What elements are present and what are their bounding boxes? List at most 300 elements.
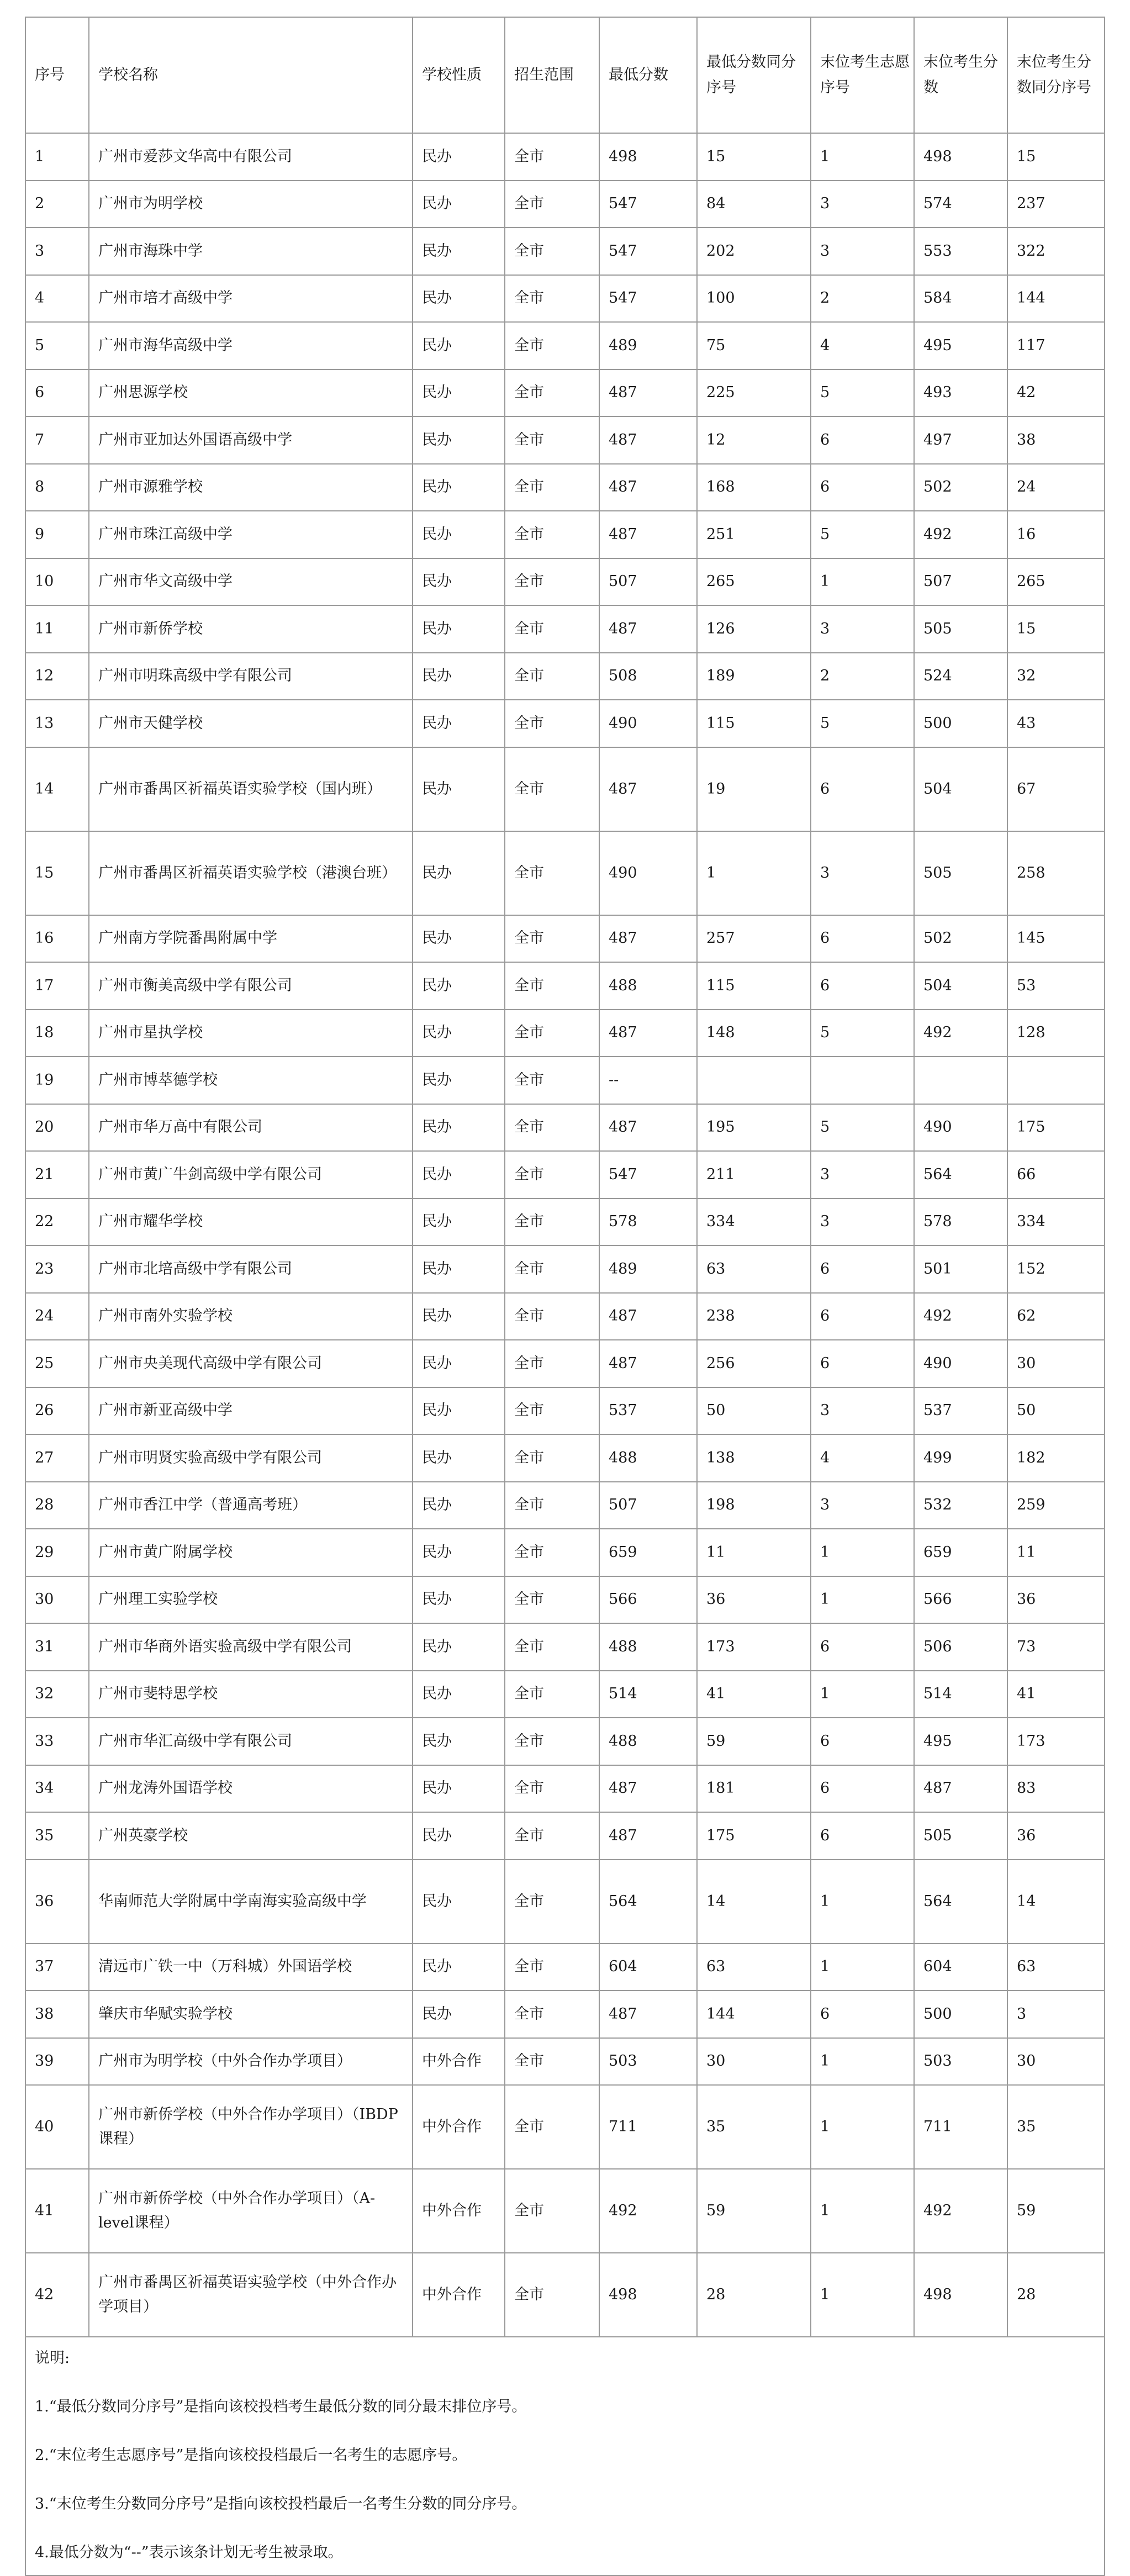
cell-last-choice-order: 1	[811, 133, 914, 181]
table-row	[25, 1671, 1105, 1718]
cell-index: 4	[25, 275, 89, 323]
cell-last-score-tie-rank: 259	[1007, 1482, 1105, 1529]
cell-school-name: 广州市明贤实验高级中学有限公司	[89, 1434, 413, 1482]
table-row	[25, 2038, 1105, 2086]
cell-min-score-tie-rank: 59	[697, 1718, 811, 1765]
cell-last-score: 501	[914, 1245, 1007, 1293]
cell-last-score: 502	[914, 915, 1007, 963]
cell-school-name: 广州市南外实验学校	[89, 1293, 413, 1340]
cell-last-score: 500	[914, 1991, 1007, 2038]
cell-enrollment-scope: 全市	[505, 915, 599, 963]
cell-school-type: 民办	[413, 915, 505, 963]
cell-min-score-tie-rank: 50	[697, 1387, 811, 1435]
cell-min-score-tie-rank: 181	[697, 1765, 811, 1813]
cell-min-score: 492	[599, 2169, 697, 2253]
cell-min-score: 490	[599, 700, 697, 747]
cell-school-type: 中外合作	[413, 2253, 505, 2337]
table-row	[25, 1245, 1105, 1293]
cell-index: 22	[25, 1199, 89, 1246]
cell-min-score: 487	[599, 1293, 697, 1340]
cell-school-name: 广州英豪学校	[89, 1812, 413, 1860]
cell-last-choice-order: 6	[811, 1245, 914, 1293]
cell-last-choice-order: 1	[811, 1944, 914, 1991]
cell-enrollment-scope: 全市	[505, 511, 599, 558]
cell-enrollment-scope: 全市	[505, 747, 599, 831]
cell-last-score-tie-rank: 36	[1007, 1812, 1105, 1860]
cell-last-score-tie-rank: 32	[1007, 653, 1105, 700]
cell-school-type: 民办	[413, 1529, 505, 1576]
cell-school-name: 清远市广铁一中（万科城）外国语学校	[89, 1944, 413, 1991]
cell-last-score-tie-rank: 173	[1007, 1718, 1105, 1765]
cell-last-score-tie-rank: 53	[1007, 962, 1105, 1010]
cell-min-score: 547	[599, 1151, 697, 1199]
cell-enrollment-scope: 全市	[505, 1340, 599, 1387]
cell-school-name: 广州市新侨学校（中外合作办学项目）（IBDP课程）	[89, 2085, 413, 2169]
cell-enrollment-scope: 全市	[505, 1623, 599, 1671]
cell-last-score-tie-rank: 83	[1007, 1765, 1105, 1813]
cell-last-score: 499	[914, 1434, 1007, 1482]
cell-enrollment-scope: 全市	[505, 1860, 599, 1944]
cell-last-score: 514	[914, 1671, 1007, 1718]
cell-school-type: 民办	[413, 322, 505, 369]
cell-last-choice-order: 1	[811, 2085, 914, 2169]
cell-school-type: 中外合作	[413, 2085, 505, 2169]
cell-last-choice-order: 5	[811, 369, 914, 417]
cell-school-name: 广州市新侨学校（中外合作办学项目）（A-level课程）	[89, 2169, 413, 2253]
cell-last-choice-order: 6	[811, 1293, 914, 1340]
table-row	[25, 511, 1105, 558]
cell-index: 42	[25, 2253, 89, 2337]
cell-last-score: 507	[914, 558, 1007, 606]
cell-min-score: 487	[599, 915, 697, 963]
cell-last-score: 504	[914, 962, 1007, 1010]
cell-index: 12	[25, 653, 89, 700]
cell-min-score: 487	[599, 1991, 697, 2038]
cell-last-score-tie-rank: 30	[1007, 2038, 1105, 2086]
cell-last-score: 553	[914, 228, 1007, 275]
table-row	[25, 1151, 1105, 1199]
cell-last-score-tie-rank: 15	[1007, 605, 1105, 653]
cell-last-choice-order: 5	[811, 700, 914, 747]
cell-min-score: 503	[599, 2038, 697, 2086]
header-cell-last-score-tie-rank: 末位考生分数同分序号	[1007, 17, 1105, 133]
cell-school-name: 广州市番禺区祈福英语实验学校（港澳台班）	[89, 831, 413, 915]
cell-last-choice-order: 6	[811, 1718, 914, 1765]
cell-index: 33	[25, 1718, 89, 1765]
note-item: 1.“最低分数同分序号”是指向该校投档考生最低分数的同分最末排位序号。	[35, 2398, 527, 2415]
cell-last-choice-order: 1	[811, 1671, 914, 1718]
cell-last-score-tie-rank: 16	[1007, 511, 1105, 558]
cell-school-type: 民办	[413, 1245, 505, 1293]
cell-last-choice-order: 1	[811, 2169, 914, 2253]
cell-min-score: 487	[599, 1340, 697, 1387]
cell-school-type: 民办	[413, 464, 505, 511]
cell-last-score: 493	[914, 369, 1007, 417]
cell-min-score: 507	[599, 558, 697, 606]
cell-last-choice-order: 4	[811, 322, 914, 369]
cell-school-name: 广州市天健学校	[89, 700, 413, 747]
cell-enrollment-scope: 全市	[505, 322, 599, 369]
cell-min-score-tie-rank: 195	[697, 1104, 811, 1152]
cell-min-score-tie-rank: 211	[697, 1151, 811, 1199]
cell-min-score-tie-rank: 63	[697, 1245, 811, 1293]
cell-index: 36	[25, 1860, 89, 1944]
cell-min-score: 547	[599, 275, 697, 323]
cell-school-name: 广州市明珠高级中学有限公司	[89, 653, 413, 700]
cell-last-choice-order: 1	[811, 1860, 914, 1944]
table-body	[25, 133, 1105, 2337]
cell-last-score-tie-rank: 152	[1007, 1245, 1105, 1293]
cell-last-choice-order: 6	[811, 1812, 914, 1860]
cell-enrollment-scope: 全市	[505, 133, 599, 181]
cell-min-score: 547	[599, 181, 697, 228]
table-row	[25, 700, 1105, 747]
cell-enrollment-scope: 全市	[505, 1991, 599, 2038]
cell-index: 38	[25, 1991, 89, 2038]
cell-last-score-tie-rank: 144	[1007, 275, 1105, 323]
notes-heading: 说明:	[35, 2350, 70, 2367]
cell-last-score-tie-rank: 237	[1007, 181, 1105, 228]
cell-school-type: 民办	[413, 605, 505, 653]
cell-last-choice-order: 3	[811, 831, 914, 915]
cell-school-name: 广州市华文高级中学	[89, 558, 413, 606]
cell-school-name: 广州市香江中学（普通高考班）	[89, 1482, 413, 1529]
cell-last-score-tie-rank: 15	[1007, 133, 1105, 181]
cell-index: 29	[25, 1529, 89, 1576]
cell-last-score: 487	[914, 1765, 1007, 1813]
cell-school-type: 民办	[413, 558, 505, 606]
table-row	[25, 1057, 1105, 1104]
table-row	[25, 558, 1105, 606]
cell-enrollment-scope: 全市	[505, 1151, 599, 1199]
cell-enrollment-scope: 全市	[505, 464, 599, 511]
cell-min-score: 604	[599, 1944, 697, 1991]
cell-last-score-tie-rank: 62	[1007, 1293, 1105, 1340]
cell-last-choice-order: 6	[811, 1765, 914, 1813]
table-row	[25, 1812, 1105, 1860]
cell-index: 25	[25, 1340, 89, 1387]
cell-last-score-tie-rank: 175	[1007, 1104, 1105, 1152]
cell-min-score: 490	[599, 831, 697, 915]
cell-index: 15	[25, 831, 89, 915]
cell-school-type: 民办	[413, 1991, 505, 2038]
cell-min-score: 537	[599, 1387, 697, 1435]
cell-last-score: 532	[914, 1482, 1007, 1529]
cell-index: 18	[25, 1010, 89, 1057]
cell-last-score: 505	[914, 831, 1007, 915]
cell-school-type: 民办	[413, 1387, 505, 1435]
cell-school-type: 中外合作	[413, 2038, 505, 2086]
cell-last-score-tie-rank: 66	[1007, 1151, 1105, 1199]
cell-last-score: 659	[914, 1529, 1007, 1576]
cell-last-choice-order: 3	[811, 1387, 914, 1435]
admission-table	[25, 17, 1105, 2576]
cell-index: 2	[25, 181, 89, 228]
cell-last-score: 497	[914, 416, 1007, 464]
cell-min-score: 489	[599, 322, 697, 369]
cell-school-name: 广州市新亚高级中学	[89, 1387, 413, 1435]
table-row	[25, 915, 1105, 963]
cell-last-choice-order: 3	[811, 228, 914, 275]
cell-enrollment-scope: 全市	[505, 1718, 599, 1765]
cell-last-choice-order: 3	[811, 181, 914, 228]
cell-enrollment-scope: 全市	[505, 2253, 599, 2337]
cell-school-name: 广州市星执学校	[89, 1010, 413, 1057]
cell-min-score: 578	[599, 1199, 697, 1246]
cell-last-score: 537	[914, 1387, 1007, 1435]
cell-school-name: 广州市海华高级中学	[89, 322, 413, 369]
cell-enrollment-scope: 全市	[505, 2085, 599, 2169]
cell-school-name: 广州市黄广附属学校	[89, 1529, 413, 1576]
cell-last-choice-order: 1	[811, 1529, 914, 1576]
table-row	[25, 133, 1105, 181]
cell-index: 35	[25, 1812, 89, 1860]
header-cell-last-score: 末位考生分数	[914, 17, 1007, 133]
cell-last-score: 524	[914, 653, 1007, 700]
table-row	[25, 2169, 1105, 2253]
cell-min-score: 498	[599, 2253, 697, 2337]
note-item: 4.最低分数为“--”表示该条计划无考生被录取。	[35, 2544, 343, 2561]
cell-min-score: 487	[599, 747, 697, 831]
cell-last-choice-order: 3	[811, 1199, 914, 1246]
cell-index: 6	[25, 369, 89, 417]
cell-school-name: 广州市源雅学校	[89, 464, 413, 511]
cell-min-score: 514	[599, 1671, 697, 1718]
admission-table-wrapper	[25, 17, 1104, 2576]
cell-school-type: 民办	[413, 416, 505, 464]
cell-index: 7	[25, 416, 89, 464]
cell-school-type: 民办	[413, 962, 505, 1010]
cell-min-score-tie-rank: 63	[697, 1944, 811, 1991]
table-row	[25, 1576, 1105, 1624]
cell-min-score-tie-rank: 256	[697, 1340, 811, 1387]
cell-last-choice-order: 6	[811, 747, 914, 831]
cell-school-type: 民办	[413, 1718, 505, 1765]
cell-min-score: 487	[599, 511, 697, 558]
cell-enrollment-scope: 全市	[505, 1671, 599, 1718]
cell-enrollment-scope: 全市	[505, 1104, 599, 1152]
cell-min-score: 488	[599, 1623, 697, 1671]
cell-min-score-tie-rank: 28	[697, 2253, 811, 2337]
cell-index: 24	[25, 1293, 89, 1340]
cell-school-name: 华南师范大学附属中学南海实验高级中学	[89, 1860, 413, 1944]
cell-school-type: 民办	[413, 1623, 505, 1671]
cell-last-score-tie-rank: 128	[1007, 1010, 1105, 1057]
cell-enrollment-scope: 全市	[505, 1293, 599, 1340]
cell-index: 5	[25, 322, 89, 369]
header-row	[25, 17, 1105, 133]
cell-school-name: 广州市耀华学校	[89, 1199, 413, 1246]
cell-min-score-tie-rank: 30	[697, 2038, 811, 2086]
cell-last-choice-order	[811, 1057, 914, 1104]
cell-min-score-tie-rank: 1	[697, 831, 811, 915]
cell-school-type: 民办	[413, 653, 505, 700]
cell-last-score: 492	[914, 2169, 1007, 2253]
cell-min-score-tie-rank: 225	[697, 369, 811, 417]
cell-school-type: 民办	[413, 1104, 505, 1152]
cell-last-score-tie-rank	[1007, 1057, 1105, 1104]
table-row	[25, 1199, 1105, 1246]
cell-index: 8	[25, 464, 89, 511]
cell-school-name: 广州市海珠中学	[89, 228, 413, 275]
cell-school-type: 民办	[413, 228, 505, 275]
cell-min-score-tie-rank: 75	[697, 322, 811, 369]
cell-last-choice-order: 5	[811, 511, 914, 558]
header-cell-index: 序号	[25, 17, 89, 133]
cell-school-name: 广州市亚加达外国语高级中学	[89, 416, 413, 464]
cell-index: 26	[25, 1387, 89, 1435]
cell-min-score-tie-rank: 168	[697, 464, 811, 511]
cell-last-score: 604	[914, 1944, 1007, 1991]
cell-index: 34	[25, 1765, 89, 1813]
cell-min-score-tie-rank: 202	[697, 228, 811, 275]
cell-min-score-tie-rank: 138	[697, 1434, 811, 1482]
cell-last-score: 498	[914, 133, 1007, 181]
cell-min-score-tie-rank: 175	[697, 1812, 811, 1860]
cell-last-score-tie-rank: 265	[1007, 558, 1105, 606]
cell-school-type: 民办	[413, 511, 505, 558]
table-row	[25, 322, 1105, 369]
cell-school-type: 民办	[413, 1944, 505, 1991]
notes-cell	[25, 2337, 1105, 2575]
cell-last-score: 711	[914, 2085, 1007, 2169]
cell-last-score-tie-rank: 14	[1007, 1860, 1105, 1944]
cell-last-score-tie-rank: 24	[1007, 464, 1105, 511]
table-row	[25, 653, 1105, 700]
cell-last-score: 506	[914, 1623, 1007, 1671]
cell-school-name: 广州南方学院番禺附属中学	[89, 915, 413, 963]
cell-school-type: 民办	[413, 1482, 505, 1529]
cell-school-name: 广州市华万高中有限公司	[89, 1104, 413, 1152]
table-row	[25, 1293, 1105, 1340]
cell-index: 11	[25, 605, 89, 653]
cell-last-score: 490	[914, 1104, 1007, 1152]
cell-school-type: 民办	[413, 1812, 505, 1860]
cell-index: 30	[25, 1576, 89, 1624]
cell-last-score: 505	[914, 1812, 1007, 1860]
header-cell-min-score: 最低分数	[599, 17, 697, 133]
cell-last-score-tie-rank: 50	[1007, 1387, 1105, 1435]
cell-enrollment-scope: 全市	[505, 1245, 599, 1293]
cell-index: 14	[25, 747, 89, 831]
cell-school-name: 广州市黄广牛剑高级中学有限公司	[89, 1151, 413, 1199]
cell-index: 20	[25, 1104, 89, 1152]
cell-school-type: 民办	[413, 700, 505, 747]
cell-last-score-tie-rank: 117	[1007, 322, 1105, 369]
table-row	[25, 181, 1105, 228]
cell-school-name: 广州市华商外语实验高级中学有限公司	[89, 1623, 413, 1671]
table-row	[25, 228, 1105, 275]
cell-index: 23	[25, 1245, 89, 1293]
cell-enrollment-scope: 全市	[505, 1576, 599, 1624]
cell-enrollment-scope: 全市	[505, 700, 599, 747]
cell-min-score-tie-rank: 100	[697, 275, 811, 323]
cell-school-type: 民办	[413, 1434, 505, 1482]
cell-last-choice-order: 2	[811, 275, 914, 323]
cell-min-score: 487	[599, 1812, 697, 1860]
table-row	[25, 416, 1105, 464]
cell-min-score: 487	[599, 605, 697, 653]
cell-last-choice-order: 1	[811, 2253, 914, 2337]
cell-index: 9	[25, 511, 89, 558]
cell-enrollment-scope: 全市	[505, 369, 599, 417]
cell-index: 13	[25, 700, 89, 747]
cell-last-score-tie-rank: 59	[1007, 2169, 1105, 2253]
cell-last-choice-order: 6	[811, 915, 914, 963]
cell-last-score: 492	[914, 1293, 1007, 1340]
cell-last-score-tie-rank: 38	[1007, 416, 1105, 464]
cell-school-type: 民办	[413, 1010, 505, 1057]
table-row	[25, 1340, 1105, 1387]
cell-last-score-tie-rank: 145	[1007, 915, 1105, 963]
header-cell-enrollment-scope: 招生范围	[505, 17, 599, 133]
cell-school-name: 广州思源学校	[89, 369, 413, 417]
table-row	[25, 1623, 1105, 1671]
cell-last-score	[914, 1057, 1007, 1104]
cell-last-score-tie-rank: 322	[1007, 228, 1105, 275]
cell-enrollment-scope: 全市	[505, 653, 599, 700]
cell-min-score: 489	[599, 1245, 697, 1293]
table-row	[25, 1387, 1105, 1435]
cell-last-choice-order: 6	[811, 1340, 914, 1387]
cell-school-type: 民办	[413, 181, 505, 228]
cell-min-score-tie-rank: 41	[697, 1671, 811, 1718]
cell-school-name: 广州市北培高级中学有限公司	[89, 1245, 413, 1293]
table-row	[25, 275, 1105, 323]
cell-index: 21	[25, 1151, 89, 1199]
table-row	[25, 2085, 1105, 2169]
cell-last-choice-order: 1	[811, 1576, 914, 1624]
cell-school-type: 民办	[413, 369, 505, 417]
table-row	[25, 1718, 1105, 1765]
cell-school-name: 广州理工实验学校	[89, 1576, 413, 1624]
cell-last-choice-order: 1	[811, 2038, 914, 2086]
cell-last-score-tie-rank: 11	[1007, 1529, 1105, 1576]
cell-min-score-tie-rank: 115	[697, 700, 811, 747]
cell-index: 28	[25, 1482, 89, 1529]
cell-school-type: 民办	[413, 1293, 505, 1340]
cell-index: 32	[25, 1671, 89, 1718]
cell-index: 40	[25, 2085, 89, 2169]
cell-school-type: 民办	[413, 1199, 505, 1246]
cell-index: 41	[25, 2169, 89, 2253]
cell-enrollment-scope: 全市	[505, 2169, 599, 2253]
cell-min-score: 566	[599, 1576, 697, 1624]
cell-school-name: 广州市斐特思学校	[89, 1671, 413, 1718]
cell-last-score-tie-rank: 3	[1007, 1991, 1105, 2038]
cell-min-score-tie-rank: 36	[697, 1576, 811, 1624]
cell-school-name: 广州龙涛外国语学校	[89, 1765, 413, 1813]
cell-min-score-tie-rank: 148	[697, 1010, 811, 1057]
cell-last-score: 492	[914, 511, 1007, 558]
cell-school-type: 民办	[413, 1860, 505, 1944]
cell-enrollment-scope: 全市	[505, 2038, 599, 2086]
table-row	[25, 962, 1105, 1010]
cell-index: 3	[25, 228, 89, 275]
table-row	[25, 464, 1105, 511]
cell-min-score: 659	[599, 1529, 697, 1576]
cell-last-score: 500	[914, 700, 1007, 747]
cell-last-score: 505	[914, 605, 1007, 653]
cell-min-score: 487	[599, 416, 697, 464]
cell-min-score-tie-rank: 198	[697, 1482, 811, 1529]
cell-enrollment-scope: 全市	[505, 1765, 599, 1813]
cell-last-score: 498	[914, 2253, 1007, 2337]
cell-school-type: 民办	[413, 133, 505, 181]
cell-last-score-tie-rank: 42	[1007, 369, 1105, 417]
cell-min-score: 488	[599, 1718, 697, 1765]
cell-last-choice-order: 5	[811, 1104, 914, 1152]
